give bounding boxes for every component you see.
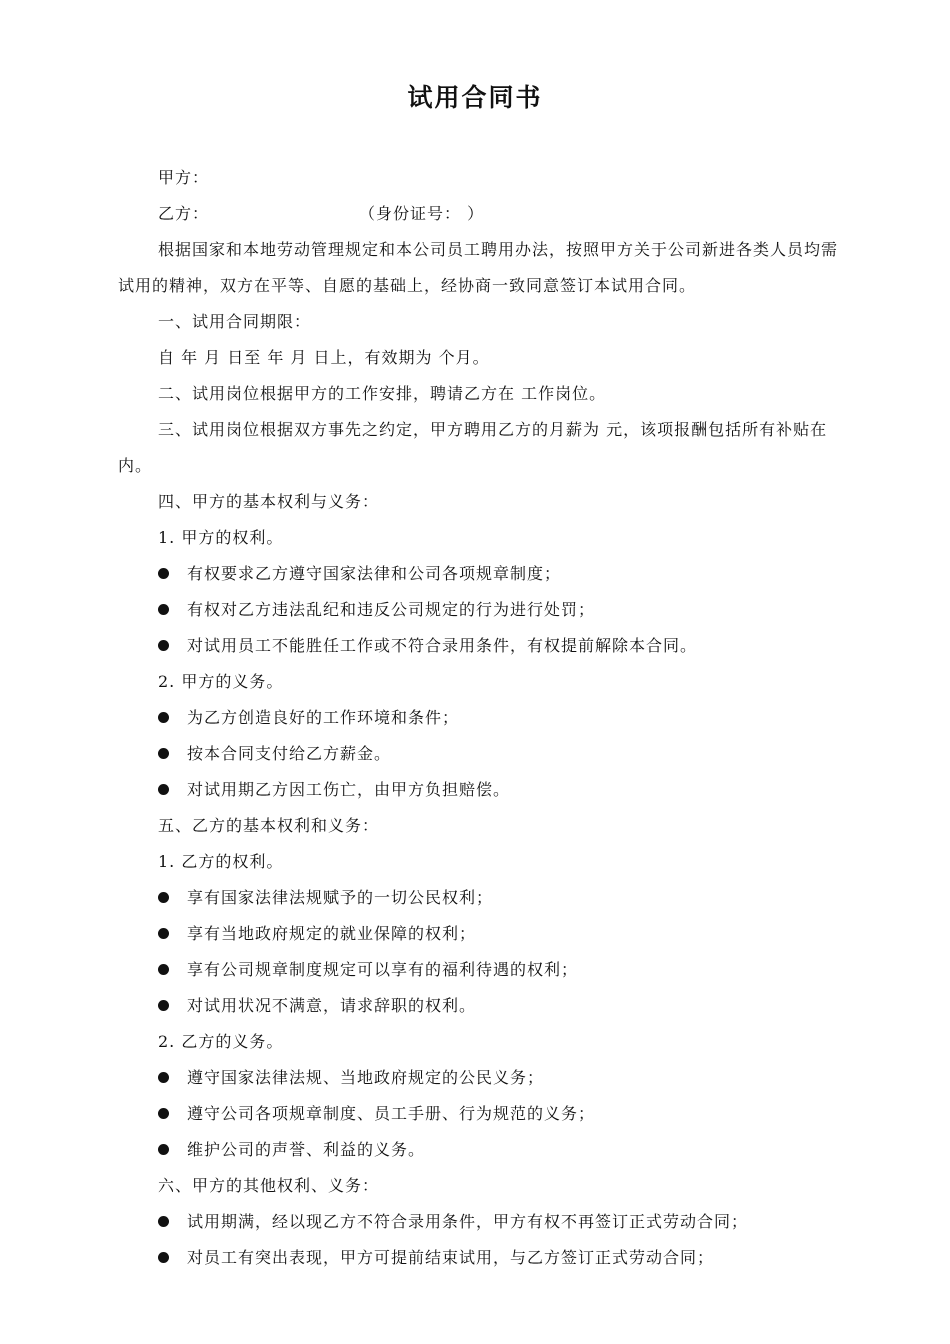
intro-paragraph: 根据国家和本地劳动管理规定和本公司员工聘用办法，按照甲方关于公司新进各类人员均需试用的精神，双方在平等、自愿的基础上，经协商一致同意签订本试用合同。 — [118, 240, 839, 295]
bullet-icon — [158, 964, 169, 975]
bullet-icon — [158, 1144, 169, 1155]
list-item: 维护公司的声誉、利益的义务。 — [118, 1132, 846, 1168]
list-item: 遵守公司各项规章制度、员工手册、行为规范的义务； — [118, 1096, 846, 1132]
bullet-icon — [158, 1072, 169, 1083]
bullet-icon — [158, 928, 169, 939]
bullet-icon — [158, 1000, 169, 1011]
contract-body — [118, 160, 846, 1276]
section-3-text: 三、试用岗位根据双方事先之约定，甲方聘用乙方的月薪为 元，该项报酬包括所有补贴在内。 — [118, 420, 828, 475]
list-item: 享有当地政府规定的就业保障的权利； — [118, 916, 846, 952]
party-b-label: 乙方： — [158, 204, 210, 223]
list-item: 为乙方创造良好的工作环境和条件； — [118, 700, 846, 736]
section-5-duties-heading: 2. 乙方的义务。 — [158, 1032, 284, 1051]
section-1-heading: 一、试用合同期限： — [158, 312, 312, 331]
bullet-icon — [158, 640, 169, 651]
bullet-icon — [158, 748, 169, 759]
section-4-rights-heading: 1. 甲方的权利。 — [158, 528, 284, 547]
list-item: 享有国家法律法规赋予的一切公民权利； — [118, 880, 846, 916]
list-item: 有权对乙方违法乱纪和违反公司规定的行为进行处罚； — [118, 592, 846, 628]
bullet-icon — [158, 568, 169, 579]
list-item: 对试用期乙方因工伤亡，由甲方负担赔偿。 — [118, 772, 846, 808]
section-4-duties-heading: 2. 甲方的义务。 — [158, 672, 284, 691]
section-2-text: 二、试用岗位根据甲方的工作安排，聘请乙方在 工作岗位。 — [158, 384, 607, 403]
section-4-heading: 四、甲方的基本权利与义务： — [158, 492, 380, 511]
list-item: 享有公司规章制度规定可以享有的福利待遇的权利； — [118, 952, 846, 988]
section-6-heading: 六、甲方的其他权利、义务： — [158, 1176, 380, 1195]
list-item: 对试用状况不满意，请求辞职的权利。 — [118, 988, 846, 1024]
section-5-heading: 五、乙方的基本权利和义务： — [158, 816, 380, 835]
bullet-icon — [158, 604, 169, 615]
bullet-icon — [158, 784, 169, 795]
bullet-icon — [158, 1252, 169, 1263]
page-title: 试用合同书 — [407, 83, 543, 112]
list-item: 按本合同支付给乙方薪金。 — [118, 736, 846, 772]
list-item: 遵守国家法律法规、当地政府规定的公民义务； — [118, 1060, 846, 1096]
list-item: 对员工有突出表现，甲方可提前结束试用，与乙方签订正式劳动合同； — [118, 1240, 846, 1276]
list-item: 试用期满，经以现乙方不符合录用条件，甲方有权不再签订正式劳动合同； — [118, 1204, 846, 1240]
list-item: 对试用员工不能胜任工作或不符合录用条件，有权提前解除本合同。 — [118, 628, 846, 664]
party-b-line — [118, 196, 846, 232]
party-a-line: 甲方： — [158, 168, 210, 187]
bullet-icon — [158, 1108, 169, 1119]
bullet-icon — [158, 712, 169, 723]
bullet-icon — [158, 892, 169, 903]
bullet-icon — [158, 1216, 169, 1227]
section-5-rights-heading: 1. 乙方的权利。 — [158, 852, 284, 871]
list-item: 有权要求乙方遵守国家法律和公司各项规章制度； — [118, 556, 846, 592]
party-b-id: （身份证号： ） — [359, 204, 485, 223]
section-1-text: 自 年 月 日至 年 月 日上，有效期为 个月。 — [158, 348, 490, 367]
